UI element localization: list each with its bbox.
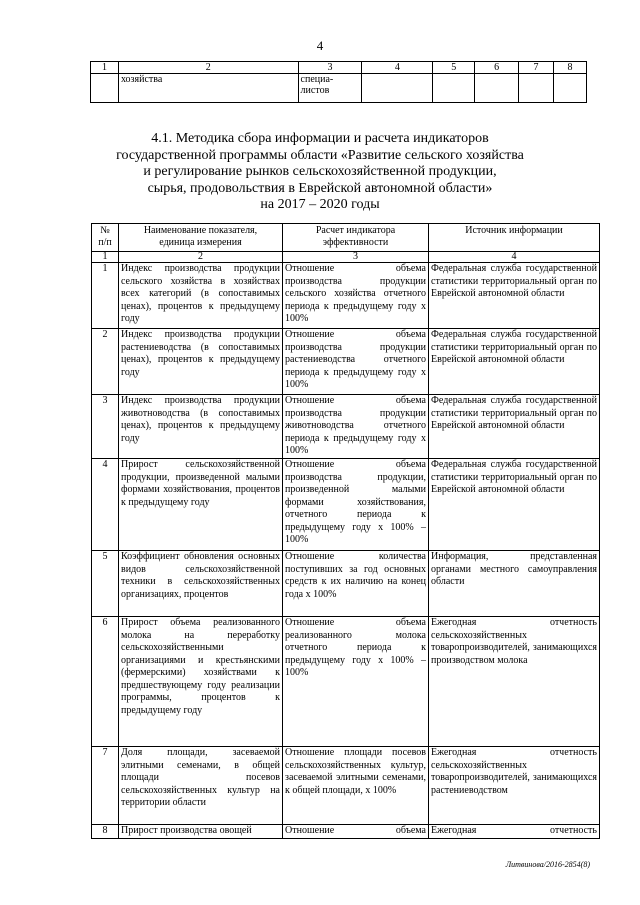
- top-table-cell: [554, 74, 587, 103]
- information-source: Ежегодная отчетность: [429, 825, 600, 839]
- table-row: [92, 329, 600, 395]
- top-table: [90, 61, 587, 103]
- indicator-calculation: Отношение объема производства продукции, произведенной малыми формами хозяйствования, отчетного периода к предыдущему году х 100% – 100%: [283, 459, 429, 551]
- information-source: Федеральная служба государственной статистики территориальный орган по Еврейской автономной области: [429, 459, 600, 551]
- header-cell-name: Наименование показателя, единица измерения: [119, 224, 283, 252]
- top-table-cell: хозяйства: [118, 74, 298, 103]
- table-row: [92, 551, 600, 617]
- column-number: 4: [429, 252, 600, 263]
- indicator-name: Прирост производства овощей: [119, 825, 283, 839]
- information-source: Федеральная служба государственной статистики территориальный орган по Еврейской автономной области: [429, 329, 600, 395]
- column-number: 3: [283, 252, 429, 263]
- top-table-cell: [519, 74, 554, 103]
- document-footer-code: Литвинова/2016-2854(8): [505, 860, 590, 869]
- section-title: [60, 131, 580, 214]
- indicator-calculation: Отношение объема производства продукции растениеводства отчетного периода к предыдущему году х 100%: [283, 329, 429, 395]
- indicator-name: Индекс производства продукции сельского хозяйства в хозяйствах всех категорий (в сопоставимых ценах), процентов к предыдущему году: [119, 263, 283, 329]
- title-line: сырья, продовольствия в Еврейской автономной области»: [147, 180, 493, 196]
- indicator-name: Доля площади, засеваемой элитными семенами, в общей площади посевов сельскохозяйственных культур на территории области: [119, 747, 283, 825]
- title-line: государственной программы области «Развитие сельского хозяйства: [116, 147, 524, 163]
- indicator-name: Коэффициент обновления основных видов сельскохозяйственной техники в сельскохозяйственных организациях, процентов: [119, 551, 283, 617]
- information-source: Ежегодная отчетность сельскохозяйственных товаропроизводителей, занимающихся производством молока: [429, 617, 600, 747]
- header-cell-calculation: Расчет индикатора эффективности: [283, 224, 429, 252]
- row-number: 2: [92, 329, 119, 395]
- top-table-cell: [433, 74, 475, 103]
- top-table-cell: специа- листов: [298, 74, 362, 103]
- title-line: 4.1. Методика сбора информации и расчета индикаторов: [151, 131, 489, 146]
- row-number: 7: [92, 747, 119, 825]
- indicator-calculation: Отношение объема производства продукции сельского хозяйства отчетного периода к предыдущему году х 100%: [283, 263, 429, 329]
- top-table-header-cell: 4: [362, 62, 433, 74]
- row-number: 8: [92, 825, 119, 839]
- top-table-header-cell: 2: [118, 62, 298, 74]
- title-line: на 2017 – 2020 годы: [260, 197, 380, 212]
- top-table-row: [91, 74, 587, 103]
- column-numbers-row: [92, 252, 600, 263]
- top-table-header-cell: 7: [519, 62, 554, 74]
- indicator-calculation: Отношение объема реализованного молока отчетного периода к предыдущему году х 100% – 100%: [283, 617, 429, 747]
- table-row: [92, 263, 600, 329]
- table-row: [92, 395, 600, 459]
- top-table-header-cell: 5: [433, 62, 475, 74]
- indicator-name: Прирост объема реализованного молока на переработку сельскохозяйственными организациями и крестьянскими (фермерскими) хозяйствами к предшествующему году реализации программы, процентов к предыдущему году: [119, 617, 283, 747]
- row-number: 4: [92, 459, 119, 551]
- indicator-methodology-table: [91, 223, 600, 839]
- page-number: 4: [316, 38, 324, 53]
- table-row: [92, 825, 600, 839]
- table-row: [92, 747, 600, 825]
- indicator-calculation: Отношение количества поступивших за год основных средств к их наличию на конец года х 100%: [283, 551, 429, 617]
- table-row: [92, 617, 600, 747]
- top-table-cell: [91, 74, 119, 103]
- top-table-header-cell: 8: [554, 62, 587, 74]
- indicator-name: Индекс производства продукции растениеводства (в сопоставимых ценах), процентов к предыдущему году: [119, 329, 283, 395]
- header-cell-source: Источник информации: [429, 224, 600, 252]
- top-table-cell: [362, 74, 433, 103]
- table-row: [92, 459, 600, 551]
- row-number: 5: [92, 551, 119, 617]
- top-table-header-cell: 6: [475, 62, 519, 74]
- top-table-cell: [475, 74, 519, 103]
- information-source: Федеральная служба государственной статистики территориальный орган по Еврейской автономной области: [429, 395, 600, 459]
- column-number: 2: [119, 252, 283, 263]
- title-line: и регулирование рынков сельскохозяйственной продукции,: [143, 164, 497, 179]
- indicator-calculation: Отношение объема производства продукции животноводства отчетного периода к предыдущему году х 100%: [283, 395, 429, 459]
- indicator-name: Индекс производства продукции животноводства (в сопоставимых ценах), процентов к предыдущему году: [119, 395, 283, 459]
- indicator-calculation: Отношение объема: [283, 825, 429, 839]
- top-table-header-cell: 3: [298, 62, 362, 74]
- row-number: 3: [92, 395, 119, 459]
- header-cell-number: № п/п: [92, 224, 119, 252]
- column-number: 1: [92, 252, 119, 263]
- top-table-header-row: [91, 62, 587, 74]
- top-table-header-cell: 1: [91, 62, 119, 74]
- indicator-name: Прирост сельскохозяйственной продукции, произведенной малыми формами хозяйствования, процентов к предыдущему году: [119, 459, 283, 551]
- row-number: 6: [92, 617, 119, 747]
- information-source: Ежегодная отчетность сельскохозяйственных товаропроизводителей, занимающихся растениеводством: [429, 747, 600, 825]
- table-header-row: [92, 224, 600, 252]
- row-number: 1: [92, 263, 119, 329]
- information-source: Федеральная служба государственной статистики территориальный орган по Еврейской автономной области: [429, 263, 600, 329]
- information-source: Информация, представленная органами местного самоуправления области: [429, 551, 600, 617]
- indicator-calculation: Отношение площади посевов сельскохозяйственных культур, засеваемой элитными семенами, к общей площади, х 100%: [283, 747, 429, 825]
